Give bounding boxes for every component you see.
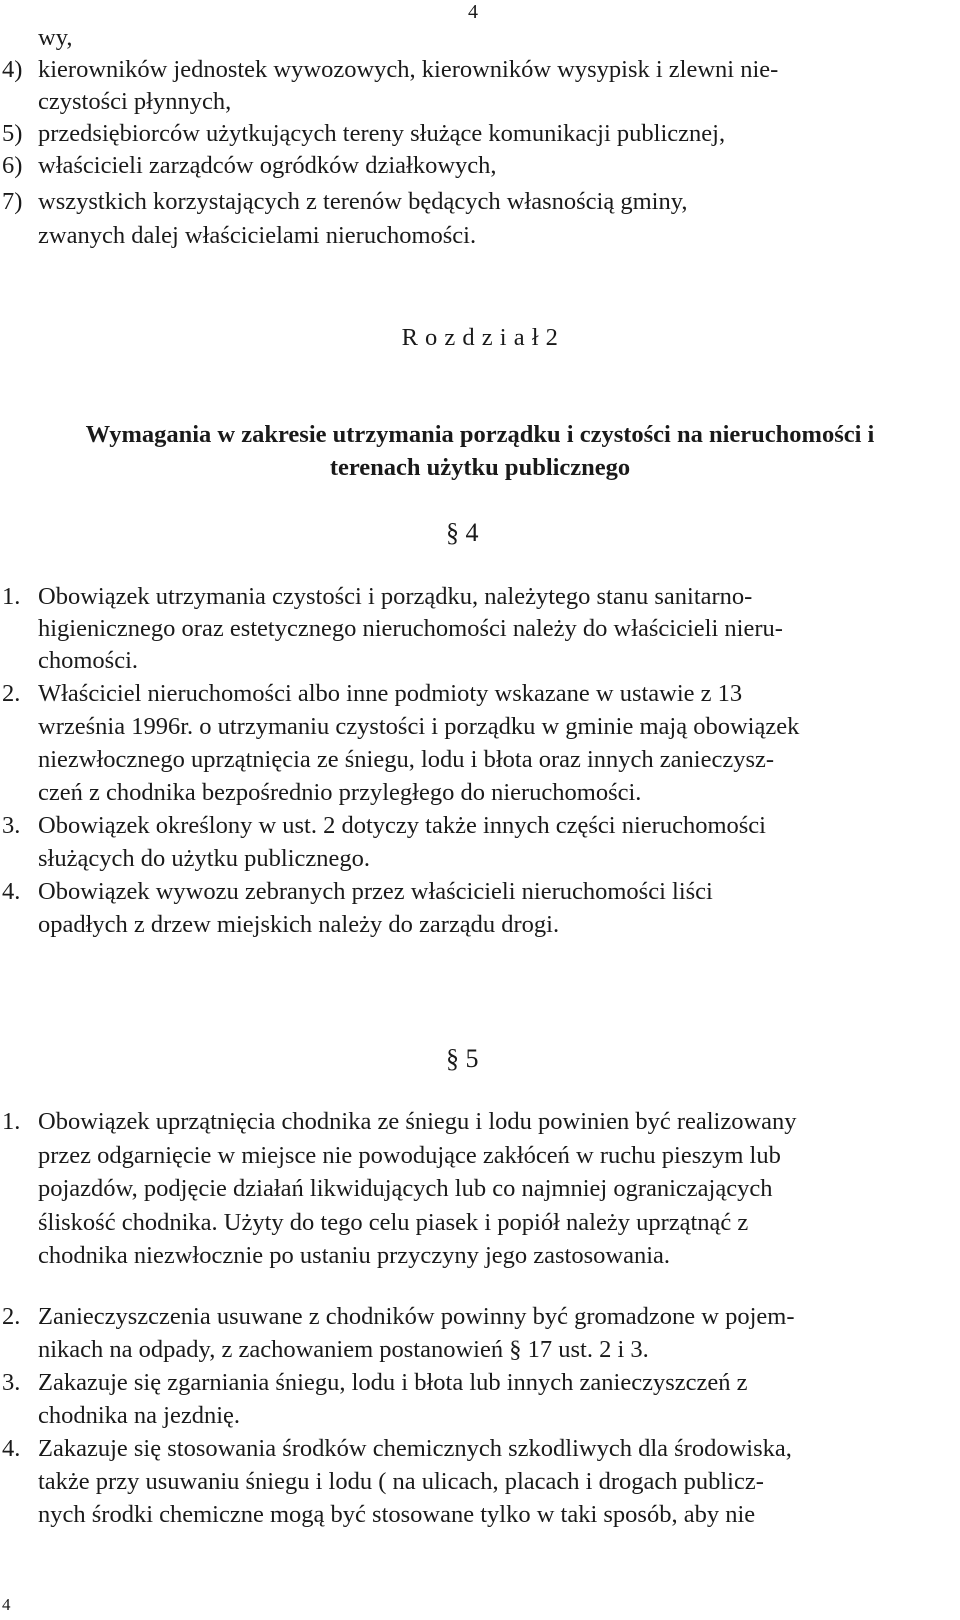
paragraph-number: 2.	[2, 1303, 21, 1330]
paragraph-line: Obowiązek utrzymania czystości i porządku, należytego stanu sanitarno-	[38, 583, 753, 610]
chapter-title: Wymagania w zakresie utrzymania porządku i czystości na nieruchomości i	[85, 421, 875, 448]
paragraph-line: śliskość chodnika. Użyty do tego celu piasek i popiół należy uprzątnąć z	[38, 1209, 749, 1236]
list-line: kierowników jednostek wywozowych, kierowników wysypisk i zlewni nie-	[38, 56, 779, 83]
paragraph-line: przez odgarnięcie w miejsce nie powodujące zakłóceń w ruchu pieszym lub	[38, 1142, 781, 1169]
paragraph-line: Obowiązek uprzątnięcia chodnika ze śniegu i lodu powinien być realizowany	[38, 1108, 797, 1135]
page-number: 4	[468, 1, 478, 23]
chapter-title: terenach użytku publicznego	[329, 454, 631, 481]
paragraph-line: września 1996r. o utrzymaniu czystości i porządku w gminie mają obowiązek	[38, 713, 800, 740]
paragraph-line: pojazdów, podjęcie działań likwidujących lub co najmniej ograniczających	[38, 1175, 773, 1202]
paragraph-line: Zanieczyszczenia usuwane z chodników powinny być gromadzone w pojem-	[38, 1303, 795, 1330]
paragraph-line: służących do użytku publicznego.	[38, 845, 371, 872]
paragraph-number: 2.	[2, 680, 21, 707]
paragraph-line: nikach na odpady, z zachowaniem postanowień § 17 ust. 2 i 3.	[38, 1336, 649, 1363]
list-number: 7)	[2, 188, 23, 215]
list-number: 5)	[2, 120, 23, 147]
paragraph-line: Obowiązek określony w ust. 2 dotyczy także innych części nieruchomości	[38, 812, 766, 839]
paragraph-line: niezwłocznego uprzątnięcia ze śniegu, lodu i błota oraz innych zanieczysz-	[38, 746, 775, 773]
paragraph-number: 3.	[2, 1369, 21, 1396]
paragraph-line: chodnika niezwłocznie po ustaniu przyczyny jego zastosowania.	[38, 1242, 671, 1269]
section-heading: § 5	[446, 1044, 479, 1073]
chapter-label: R o z d z i a ł 2	[401, 324, 559, 351]
paragraph-number: 1.	[2, 1108, 21, 1135]
paragraph-line: czeń z chodnika bezpośrednio przyległego do nieruchomości.	[38, 779, 642, 806]
list-number: 4)	[2, 56, 23, 83]
paragraph-line: higienicznego oraz estetycznego nieruchomości należy do właścicieli nieru-	[38, 615, 783, 642]
list-line: czystości płynnych,	[38, 88, 232, 115]
footnote-marker: 4	[2, 1595, 11, 1614]
section-heading: § 4	[446, 518, 479, 547]
paragraph-line: Zakazuje się stosowania środków chemicznych szkodliwych dla środowiska,	[38, 1435, 792, 1462]
list-line: zwanych dalej właścicielami nieruchomości.	[38, 222, 477, 249]
paragraph-line: Właściciel nieruchomości albo inne podmioty wskazane w ustawie z 13	[38, 680, 743, 707]
paragraph-line: opadłych z drzew miejskich należy do zarządu drogi.	[38, 911, 560, 938]
paragraph-line: Zakazuje się zgarniania śniegu, lodu i błota lub innych zanieczyszczeń z	[38, 1369, 748, 1396]
paragraph-line: chomości.	[38, 647, 139, 674]
list-number: 6)	[2, 152, 23, 179]
paragraph-number: 3.	[2, 812, 21, 839]
list-line: wszystkich korzystających z terenów będących własnością gminy,	[38, 188, 688, 215]
list-line: przedsiębiorców użytkujących tereny służące komunikacji publicznej,	[38, 120, 726, 147]
paragraph-number: 1.	[2, 583, 21, 610]
paragraph-line: nych środki chemiczne mogą być stosowane tylko w taki sposób, aby nie	[38, 1501, 756, 1528]
paragraph-number: 4.	[2, 878, 21, 905]
paragraph-line: także przy usuwaniu śniegu i lodu ( na ulicach, placach i drogach publicz-	[38, 1468, 764, 1495]
list-line: właścicieli zarządców ogródków działkowych,	[38, 152, 497, 179]
list-line: wy,	[38, 24, 73, 51]
paragraph-line: Obowiązek wywozu zebranych przez właścicieli nieruchomości liści	[38, 878, 713, 905]
paragraph-number: 4.	[2, 1435, 21, 1462]
paragraph-line: chodnika na jezdnię.	[38, 1402, 241, 1429]
